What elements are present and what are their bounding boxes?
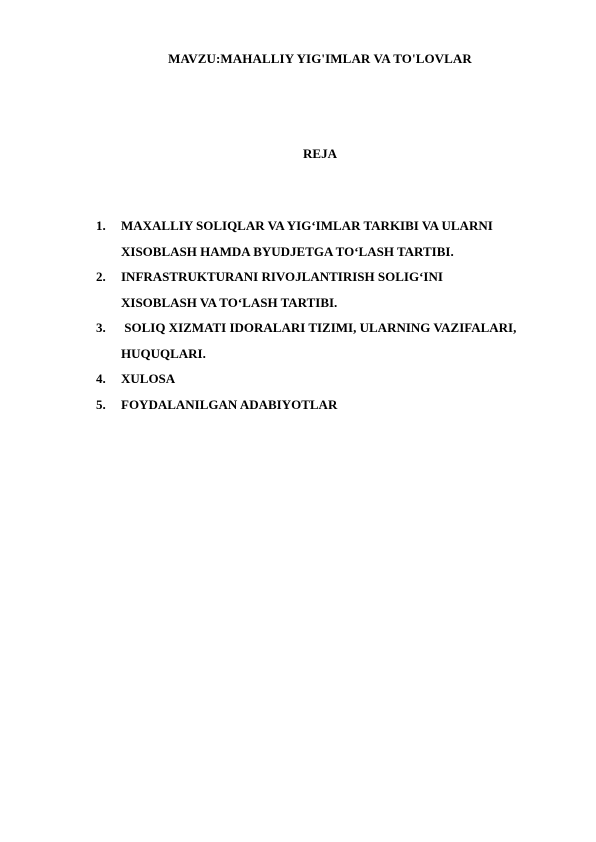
page-title: MAVZU:MAHALLIY YIG'IMLAR VA TO'LOVLAR [168,51,472,66]
plan-item-number: 5. [96,396,106,412]
plan-item-2 [96,264,516,315]
plan-item-3 [96,315,516,366]
plan-item-text: XISOBLASH HAMDA BYUDJETGA TO‘LASH TARTIBI. [121,243,454,259]
plan-item-4 [96,366,516,392]
plan-item-text: INFRASTRUKTURANI RIVOJLANTIRISH SOLIG‘INI [121,269,443,284]
plan-item-number: 1. [96,218,106,233]
plan-item-text: HUQUQLARI. [121,345,206,361]
plan-item-text: FOYDALANILGAN ADABIYOTLAR [121,396,338,412]
plan-item-text: XULOSA [121,371,176,386]
plan-item-number: 4. [96,371,106,386]
plan-item-1 [96,213,516,264]
plan-item-number: 3. [96,320,106,335]
plan-item-number: 2. [96,269,106,284]
plan-item-text: XISOBLASH VA TO‘LASH TARTIBI. [121,294,338,310]
plan-item-5 [96,392,516,418]
plan-item-text: SOLIQ XIZMATI IDORALARI TIZIMI, ULARNING VAZIFALARI, [121,320,517,335]
plan-heading: REJA [303,146,337,161]
plan-item-text: MAXALLIY SOLIQLAR VA YIG‘IMLAR TARKIBI VA ULARNI [121,218,493,233]
plan-list [96,213,516,417]
